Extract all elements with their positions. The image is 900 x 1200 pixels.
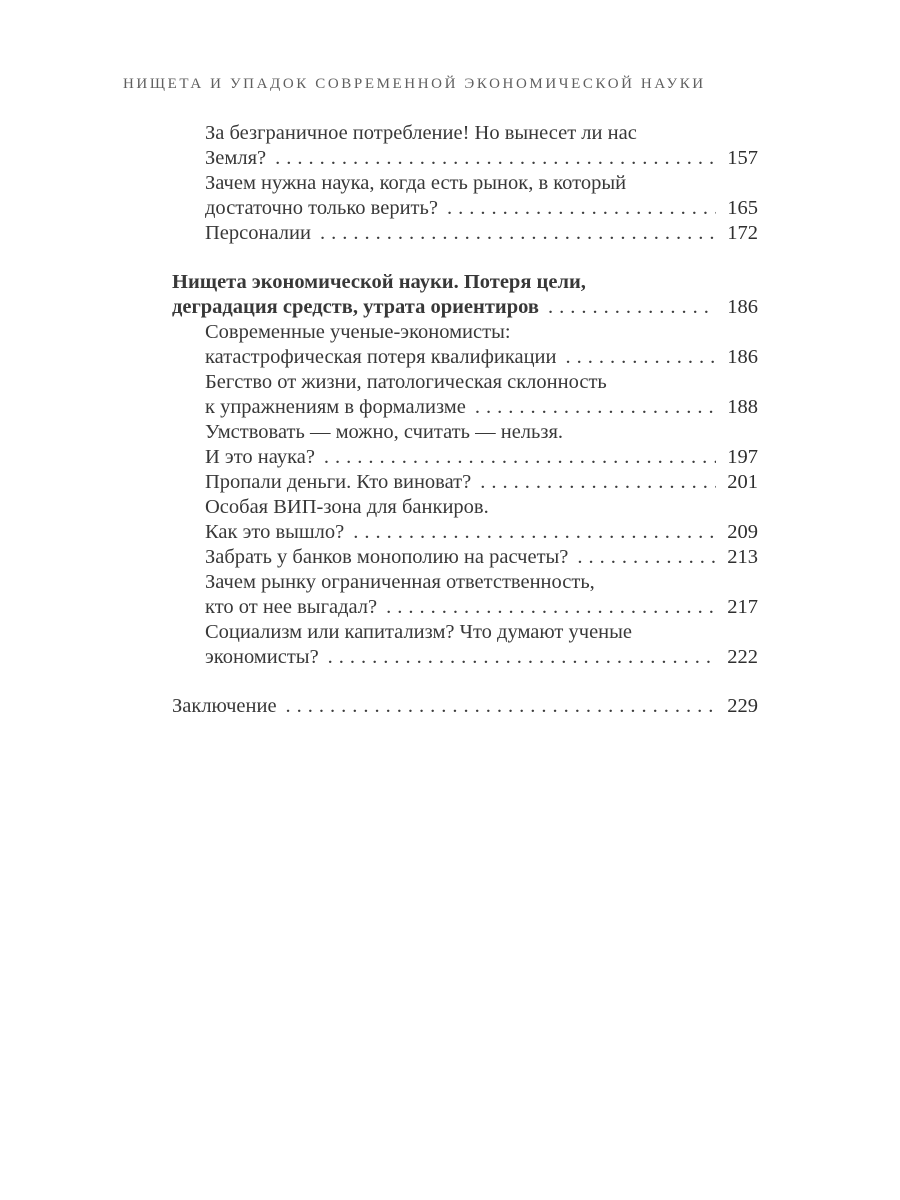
toc-entry (172, 270, 758, 320)
page-number: 213 (727, 546, 758, 568)
toc-entry-text: Умствовать — можно, считать — нельзя. (205, 421, 564, 443)
dot-leader (324, 445, 716, 470)
running-head: НИЩЕТА И УПАДОК СОВРЕМЕННОЙ ЭКОНОМИЧЕСКОЙ НАУКИ (123, 76, 706, 92)
page-number: 186 (727, 296, 758, 318)
dot-leader (386, 595, 716, 620)
toc-entry-text: Зачем рынку ограниченная ответственность, (205, 571, 595, 593)
toc-entry-text: И это наука? (205, 446, 315, 468)
toc-entry (205, 570, 758, 620)
page-number: 209 (727, 521, 758, 543)
toc-list (123, 121, 758, 719)
toc-entry-text: Заключение (172, 695, 277, 717)
dot-leader (475, 395, 716, 420)
page-number: 229 (727, 695, 758, 717)
toc-entry-text: к упражнениям в формализме (205, 396, 466, 418)
toc-entry-text: Как это вышло? (205, 521, 345, 543)
dot-leader (480, 470, 716, 495)
toc-entry-text: кто от нее выгадал? (205, 596, 378, 618)
toc-entry-text: Нищета экономической науки. Потеря цели, (172, 271, 586, 293)
page-number: 172 (727, 222, 758, 244)
toc-entry (205, 470, 758, 495)
toc-entry (205, 495, 758, 545)
dot-leader (577, 545, 716, 570)
toc-entry (205, 320, 758, 370)
toc-entry-text: Социализм или капитализм? Что думают ученые (205, 621, 633, 643)
toc-entry-text: Пропали деньги. Кто виноват? (205, 471, 472, 493)
page-number: 165 (727, 197, 758, 219)
dot-leader (447, 196, 716, 221)
toc-entry-text: За безграничное потребление! Но вынесет ли нас (205, 122, 637, 144)
page-number: 186 (727, 346, 758, 368)
dot-leader (328, 645, 716, 670)
toc-entry (205, 370, 758, 420)
toc-entry (205, 121, 758, 171)
page-number: 222 (727, 646, 758, 668)
page-number: 217 (727, 596, 758, 618)
toc-entry (205, 420, 758, 470)
dot-leader (548, 295, 716, 320)
toc-entry-text: Современные ученые-экономисты: (205, 321, 511, 343)
dot-leader (353, 520, 716, 545)
toc-entry (205, 620, 758, 670)
toc-entry-text: деградация средств, утрата ориентиров (172, 296, 539, 318)
dot-leader (320, 221, 716, 246)
dot-leader (565, 345, 716, 370)
toc-entry-text: Земля? (205, 147, 267, 169)
toc-entry-text: Бегство от жизни, патологическая склонность (205, 371, 607, 393)
page-number: 197 (727, 446, 758, 468)
toc-entry-text: достаточно только верить? (205, 197, 438, 219)
toc-entry-text: экономисты? (205, 646, 319, 668)
toc-entry (205, 221, 758, 246)
toc-entry-text: Особая ВИП-зона для банкиров. (205, 496, 489, 518)
page-number: 188 (727, 396, 758, 418)
dot-leader (286, 694, 716, 719)
toc-entry-text: Персоналии (205, 222, 311, 244)
toc-entry-text: Зачем нужна наука, когда есть рынок, в который (205, 172, 627, 194)
dot-leader (275, 146, 716, 171)
toc-entry (205, 171, 758, 221)
toc-entry-text: Забрать у банков монополию на расчеты? (205, 546, 569, 568)
page-number: 201 (727, 471, 758, 493)
toc-entry (205, 545, 758, 570)
page-number: 157 (727, 147, 758, 169)
toc-entry (172, 694, 758, 719)
toc-entry-text: катастрофическая потеря квалификации (205, 346, 557, 368)
